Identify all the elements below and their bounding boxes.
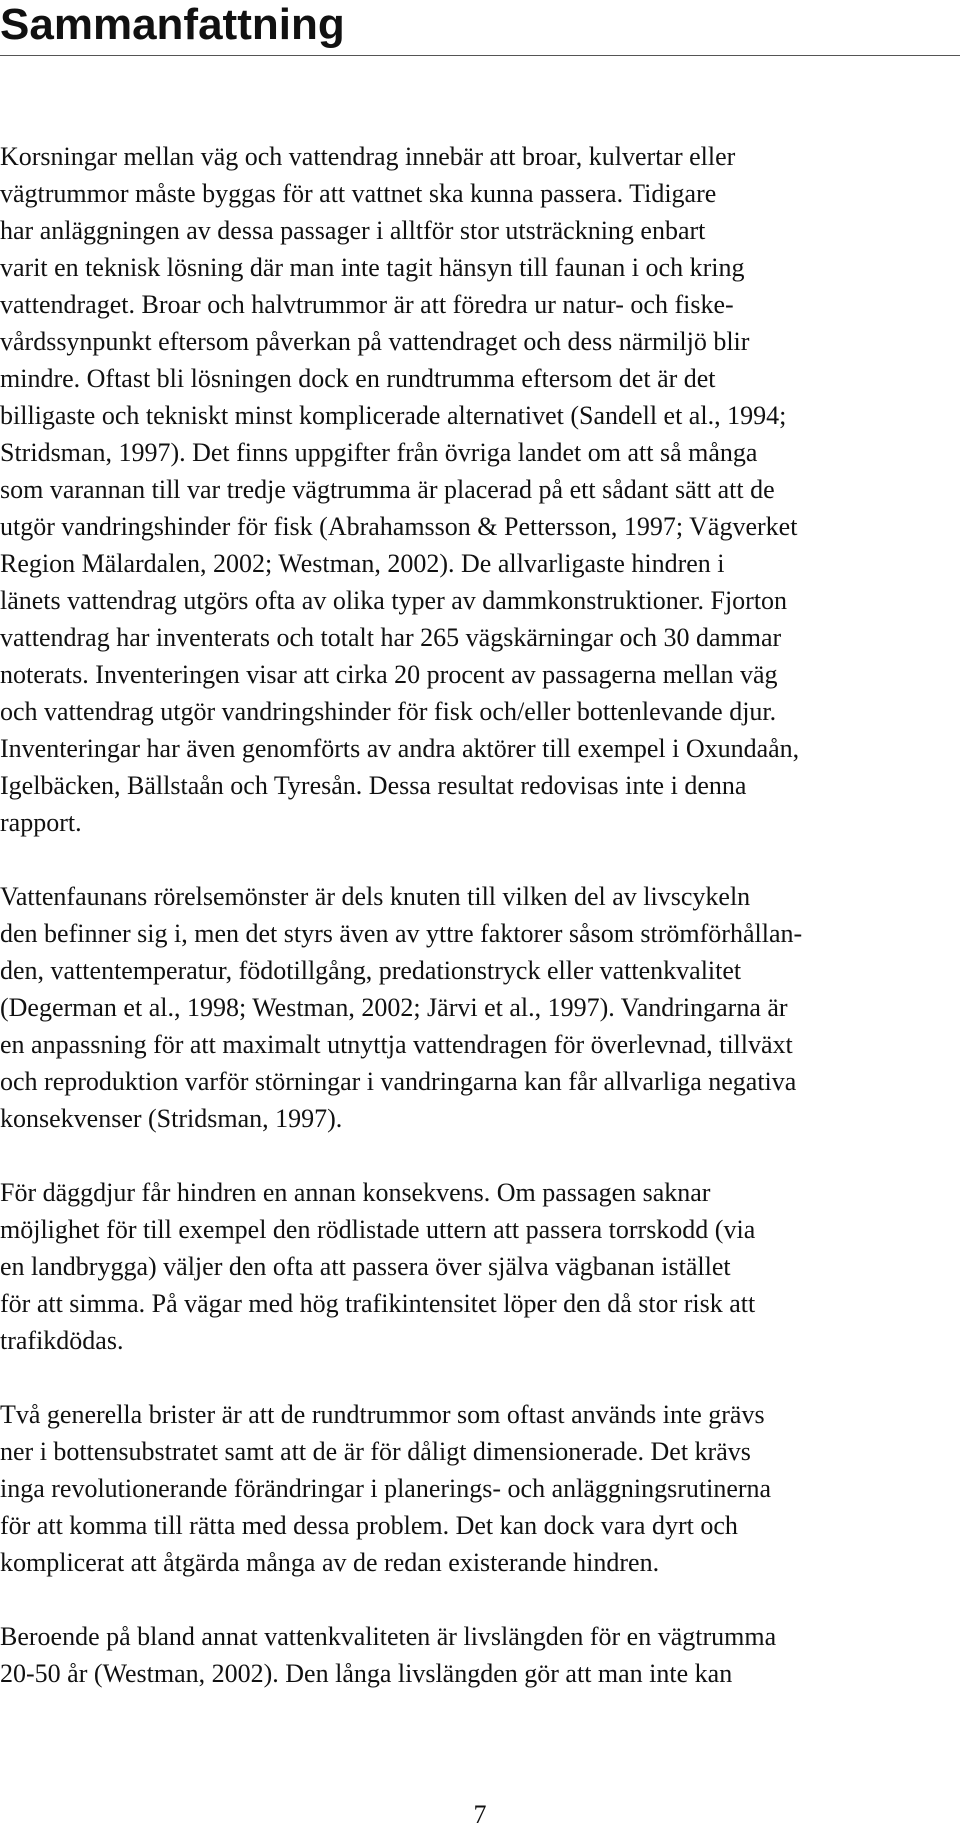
text-line: inga revolutionerande förändringar i planerings- och anläggningsrutinerna [0, 1474, 772, 1503]
text-line: (Degerman et al., 1998; Westman, 2002; Järvi et al., 1997). Vandringarna är [0, 993, 788, 1022]
text-line: en anpassning för att maximalt utnyttja vattendragen för överlevnad, tillväxt [0, 1030, 793, 1059]
text-line: Vattenfaunans rörelsemönster är dels knuten till vilken del av livscykeln [0, 882, 751, 911]
paragraph [0, 1174, 960, 1359]
body-text [0, 138, 960, 1729]
text-line: som varannan till var tredje vägtrumma är placerad på ett sådant sätt att de [0, 475, 775, 504]
text-line: Region Mälardalen, 2002; Westman, 2002). De allvarligaste hindren i [0, 549, 725, 578]
text-line: För däggdjur får hindren en annan konsekvens. Om passagen saknar [0, 1178, 711, 1207]
heading-divider [0, 55, 960, 56]
text-line: varit en teknisk lösning där man inte tagit hänsyn till faunan i och kring [0, 253, 745, 282]
text-line: har anläggningen av dessa passager i alltför stor utsträckning enbart [0, 216, 706, 245]
text-line: länets vattendrag utgörs ofta av olika typer av dammkonstruktioner. Fjorton [0, 586, 788, 615]
paragraph [0, 138, 960, 841]
text-line: vårdssynpunkt eftersom påverkan på vattendraget och dess närmiljö blir [0, 327, 750, 356]
text-line: trafikdödas. [0, 1326, 124, 1355]
text-line: Inventeringar har även genomförts av andra aktörer till exempel i Oxundaån, [0, 734, 800, 763]
text-line: vattendrag har inventerats och totalt har 265 vägskärningar och 30 dammar [0, 623, 782, 652]
text-line: komplicerat att åtgärda många av de redan existerande hindren. [0, 1548, 660, 1577]
text-line: billigaste och tekniskt minst komplicerade alternativet (Sandell et al., 1994; [0, 401, 787, 430]
text-line: utgör vandringshinder för fisk (Abrahamsson & Pettersson, 1997; Vägverket [0, 512, 798, 541]
text-line: och reproduktion varför störningar i vandringarna kan får allvarliga negativa [0, 1067, 797, 1096]
text-line: Beroende på bland annat vattenkvaliteten är livslängden för en vägtrumma [0, 1622, 777, 1651]
text-line: 20-50 år (Westman, 2002). Den långa livslängden gör att man inte kan [0, 1659, 733, 1688]
text-line: den, vattentemperatur, födotillgång, predationstryck eller vattenkvalitet [0, 956, 742, 985]
text-line: Två generella brister är att de rundtrummor som oftast används inte grävs [0, 1400, 765, 1429]
text-line: mindre. Oftast bli lösningen dock en rundtrumma eftersom det är det [0, 364, 716, 393]
text-line: noterats. Inventeringen visar att cirka 20 procent av passagerna mellan väg [0, 660, 778, 689]
text-line: ner i bottensubstratet samt att de är för dåligt dimensionerade. Det krävs [0, 1437, 751, 1466]
page-number: 7 [473, 1800, 487, 1829]
text-line: möjlighet för till exempel den rödlistade uttern att passera torrskodd (via [0, 1215, 756, 1244]
paragraph [0, 1396, 960, 1581]
text-line: för att simma. På vägar med hög trafikintensitet löper den då stor risk att [0, 1289, 756, 1318]
text-line: konsekvenser (Stridsman, 1997). [0, 1104, 343, 1133]
page-heading: Sammanfattning [0, 0, 345, 49]
text-line: vägtrummor måste byggas för att vattnet ska kunna passera. Tidigare [0, 179, 717, 208]
text-line: rapport. [0, 808, 82, 837]
text-line: vattendraget. Broar och halvtrummor är att föredra ur natur- och fiske- [0, 290, 734, 319]
text-line: den befinner sig i, men det styrs även av yttre faktorer såsom strömförhållan- [0, 919, 803, 948]
text-line: för att komma till rätta med dessa problem. Det kan dock vara dyrt och [0, 1511, 738, 1540]
text-line: och vattendrag utgör vandringshinder för fisk och/eller bottenlevande djur. [0, 697, 777, 726]
text-line: Korsningar mellan väg och vattendrag innebär att broar, kulvertar eller [0, 142, 736, 171]
text-line: Stridsman, 1997). Det finns uppgifter från övriga landet om att så många [0, 438, 758, 467]
paragraph [0, 878, 960, 1137]
text-line: en landbrygga) väljer den ofta att passera över själva vägbanan istället [0, 1252, 731, 1281]
paragraph [0, 1618, 960, 1692]
text-line: Igelbäcken, Bällstaån och Tyresån. Dessa resultat redovisas inte i denna [0, 771, 747, 800]
